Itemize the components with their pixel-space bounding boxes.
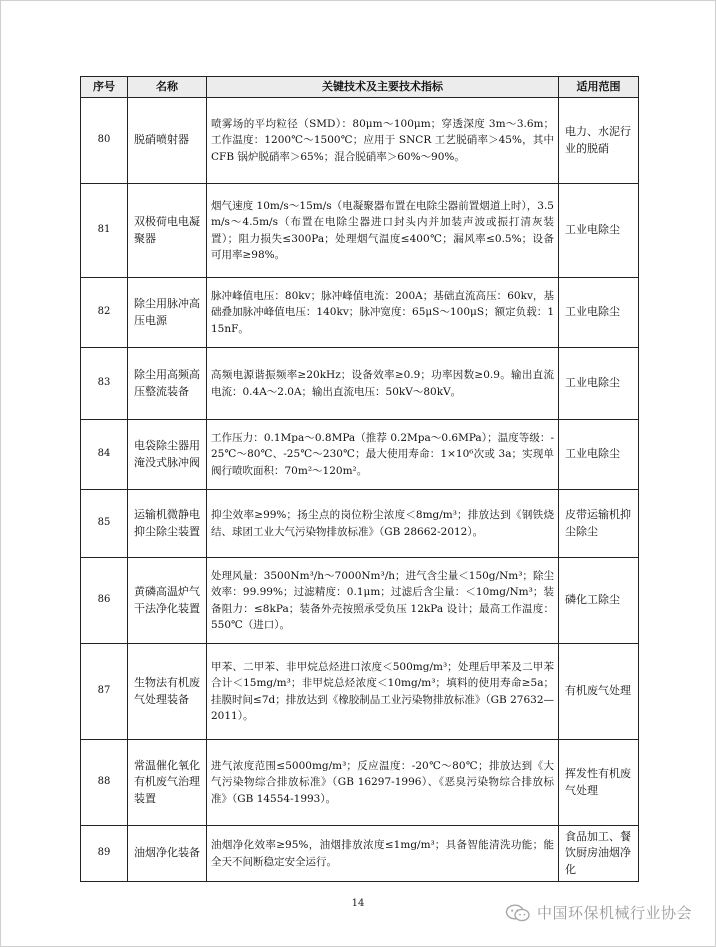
row-spec: 处理风量：3500Nm³/h～7000Nm³/h；进气含尘量＜150g/Nm³；除尘效率：99.99%；过滤精度：0.1μm；过滤后含尘量：＜10mg/Nm³；装备阻力：≤8kPa；装备外壳按照承受负压 12kPa 设计；最高工作温度：550℃（进口）。 bbox=[207, 558, 559, 644]
row-spec: 抑尘效率≥99%；扬尘点的岗位粉尘浓度＜8mg/m³；排放达到《钢铁烧结、球团工业大气污染物排放标准》（GB 28662-2012）。 bbox=[207, 490, 559, 558]
table-row bbox=[81, 558, 639, 644]
row-name: 电袋除尘器用淹没式脉冲阀 bbox=[128, 420, 207, 490]
row-spec: 甲苯、二甲苯、非甲烷总烃进口浓度＜500mg/m³；处理后甲苯及二甲苯合计＜15mg/m³；非甲烷总烃浓度＜10mg/m³；填料的使用寿命≥5a；挂膜时间≤7d；排放达到《橡胶制品工业污染物排放标准》（GB 27632—2011）。 bbox=[207, 644, 559, 740]
row-spec: 脉冲峰值电压：80kv；脉冲峰值电流：200A；基础直流高压：60kv，基础叠加脉冲峰值电压：140kv；脉冲宽度：65μS～100μS；额定负载：115nF。 bbox=[207, 278, 559, 348]
table-header-row bbox=[81, 77, 639, 98]
row-name: 除尘用脉冲高压电源 bbox=[128, 278, 207, 348]
row-spec: 油烟净化效率≥95%，油烟排放浓度≤1mg/m³；具备智能清洗功能；能全天不间断稳定安全运行。 bbox=[207, 826, 559, 882]
table-row bbox=[81, 184, 639, 278]
row-scope: 皮带运输机抑尘除尘 bbox=[559, 490, 639, 558]
table-row bbox=[81, 98, 639, 184]
row-spec: 工作压力：0.1Mpa～0.8MPa（推荐 0.2Mpa～0.6MPa）；温度等级：-25℃～80℃、-25℃～230℃；最大使用寿命：1×10⁶次或 3a；实现单阀行喷吹面积：70m²～120m²。 bbox=[207, 420, 559, 490]
header-spec: 关键技术及主要技术指标 bbox=[207, 77, 559, 98]
row-number: 85 bbox=[81, 490, 128, 558]
row-scope: 食品加工、餐饮厨房油烟净化 bbox=[559, 826, 639, 882]
row-number: 88 bbox=[81, 740, 128, 826]
table-row bbox=[81, 348, 639, 420]
table-row bbox=[81, 644, 639, 740]
row-scope: 电力、水泥行业的脱硝 bbox=[559, 98, 639, 184]
row-name: 生物法有机废气处理装备 bbox=[128, 644, 207, 740]
row-name: 运输机微静电抑尘除尘装置 bbox=[128, 490, 207, 558]
row-spec: 喷雾场的平均粒径（SMD）：80μm～100μm；穿透深度 3m～3.6m；工作温度：1200℃～1500℃；应用于 SNCR 工艺脱硝率＞45%，其中 CFB 锅炉脱硝率＞65%；混合脱硝率＞60%～90%。 bbox=[207, 98, 559, 184]
row-number: 84 bbox=[81, 420, 128, 490]
row-spec: 高频电源谐振频率≥20kHz；设备效率≥0.9；功率因数≥0.9。输出直流电流：0.4A～2.0A；输出直流电压：50kV～80kV。 bbox=[207, 348, 559, 420]
row-number: 80 bbox=[81, 98, 128, 184]
header-no: 序号 bbox=[81, 77, 128, 98]
row-number: 82 bbox=[81, 278, 128, 348]
row-number: 86 bbox=[81, 558, 128, 644]
row-name: 除尘用高频高压整流装备 bbox=[128, 348, 207, 420]
row-name: 双极荷电电凝聚器 bbox=[128, 184, 207, 278]
row-number: 89 bbox=[81, 826, 128, 882]
row-scope: 工业电除尘 bbox=[559, 278, 639, 348]
row-scope: 工业电除尘 bbox=[559, 184, 639, 278]
row-spec: 烟气速度 10m/s～15m/s（电凝聚器布置在电除尘器前置烟道上时），3.5m/s～4.5m/s（布置在电除尘器进口封头内并加装声波或振打清灰装置）；阻力损失≤300Pa；处理烟气温度≤400℃；漏风率≤0.5%；设备可用率≥98%。 bbox=[207, 184, 559, 278]
watermark bbox=[505, 902, 692, 923]
row-name: 脱硝喷射器 bbox=[128, 98, 207, 184]
table-row bbox=[81, 420, 639, 490]
table-row bbox=[81, 826, 639, 882]
table-row bbox=[81, 278, 639, 348]
header-name: 名称 bbox=[128, 77, 207, 98]
technology-table bbox=[80, 76, 639, 882]
row-number: 83 bbox=[81, 348, 128, 420]
row-scope: 有机废气处理 bbox=[559, 644, 639, 740]
watermark-text: 中国环保机械行业协会 bbox=[536, 904, 692, 922]
table-row bbox=[81, 740, 639, 826]
row-number: 87 bbox=[81, 644, 128, 740]
row-scope: 挥发性有机废气处理 bbox=[559, 740, 639, 826]
row-spec: 进气浓度范围≤5000mg/m³；反应温度：-20℃～80℃；排放达到《大气污染物综合排放标准》（GB 16297-1996）、《恶臭污染物综合排放标准》（GB 14554-1993）。 bbox=[207, 740, 559, 826]
row-name: 常温催化氧化有机废气治理装置 bbox=[128, 740, 207, 826]
row-number: 81 bbox=[81, 184, 128, 278]
row-scope: 工业电除尘 bbox=[559, 348, 639, 420]
page-number: 14 bbox=[351, 898, 365, 909]
row-name: 黄磷高温炉气干法净化装置 bbox=[128, 558, 207, 644]
header-scope: 适用范围 bbox=[559, 77, 639, 98]
row-scope: 磷化工除尘 bbox=[559, 558, 639, 644]
row-name: 油烟净化装备 bbox=[128, 826, 207, 882]
wechat-logo-icon bbox=[505, 904, 531, 922]
table-row bbox=[81, 490, 639, 558]
row-scope: 工业电除尘 bbox=[559, 420, 639, 490]
